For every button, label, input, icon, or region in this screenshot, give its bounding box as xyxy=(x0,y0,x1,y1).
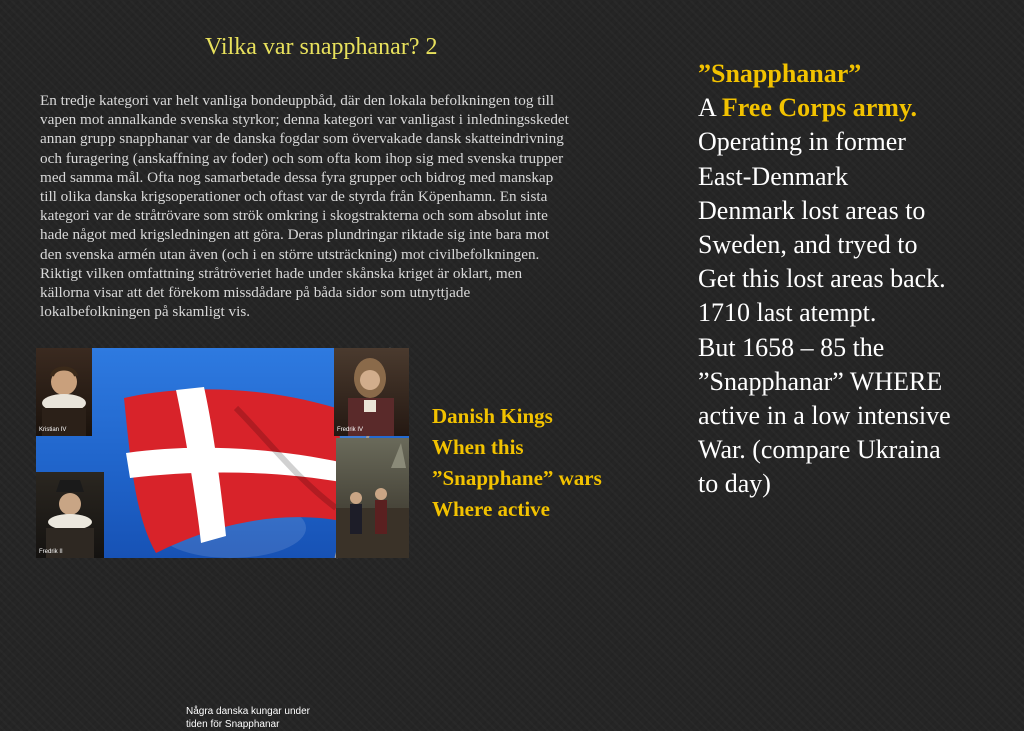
body-line: vapen mot annalkande svenska styrkor; denna kategori var vanligast i inledningsskedet xyxy=(40,111,569,129)
portrait-label: Kristian IV xyxy=(39,427,67,433)
caption-line: tiden för Snapphanar xyxy=(186,719,280,730)
body-line: den svenska armén utan även (och i en större utsträckning) mot civilbefolkningen. xyxy=(40,245,540,263)
body-line: lokalbefolkningen på skamligt vis. xyxy=(40,303,251,321)
summary-line: Get this lost areas back. xyxy=(698,264,946,294)
body-line: med samma mål. Ofta nog samarbetade dessa fyra grupper och bidrog med manskap xyxy=(40,168,554,186)
summary-line: Operating in former xyxy=(698,127,906,157)
portrait-label: Fredrik II xyxy=(39,549,63,555)
king-portrait-image xyxy=(36,348,92,436)
body-line: En tredje kategori var helt vanliga bondeuppbåd, där den lokala befolkningen tog till xyxy=(40,92,555,109)
slide-title: Vilka var snapphanar? 2 xyxy=(205,34,438,60)
english-summary xyxy=(698,57,951,502)
body-line: annan grupp snapphanar var de danska fogdar som övervakade dansk skatteindrivning xyxy=(40,130,564,148)
portrait-fredrik-iv xyxy=(334,348,409,436)
summary-line: 1710 last atempt. xyxy=(698,298,877,328)
summary-line: to day) xyxy=(698,469,771,499)
summary-line: East-Denmark xyxy=(698,161,849,191)
king-portrait-image xyxy=(36,472,104,558)
historical-painting-image xyxy=(336,438,409,558)
body-line: källorna visar att det förekom missdådare på båda sidor som utnyttjade xyxy=(40,284,471,302)
body-line: till olika danska krigsoperationer och oftast var de styrda från Köpenhamn. En sista xyxy=(40,188,548,206)
body-paragraph xyxy=(40,91,680,321)
king-portrait-image xyxy=(334,348,409,436)
portrait-label: Fredrik IV xyxy=(337,427,364,433)
summary-line: Denmark lost areas to xyxy=(698,195,926,225)
summary-line xyxy=(698,91,951,125)
image-caption xyxy=(186,705,310,731)
summary-line: ”Snapphanar” WHERE xyxy=(698,366,943,396)
kings-caption-line: When this xyxy=(432,435,524,459)
summary-line: But 1658 – 85 the xyxy=(698,332,885,362)
kings-caption-line: Danish Kings xyxy=(432,404,553,428)
body-line: Riktigt vilken omfattning stråtröveriet hade under skånska kriget är oklart, men xyxy=(40,264,523,282)
portrait-kristian-iv xyxy=(36,348,92,436)
body-line: kategori var de stråtrövare som strök omkring i skogstrakterna och som absolut inte xyxy=(40,207,548,225)
danish-kings-caption xyxy=(432,401,602,525)
kings-caption-line: ”Snapphane” wars xyxy=(432,466,602,490)
caption-line: Några danska kungar under xyxy=(186,706,310,717)
kings-caption-line: Where active xyxy=(432,497,550,521)
summary-line: active in a low intensive xyxy=(698,401,951,431)
summary-line: War. (compare Ukraina xyxy=(698,435,941,465)
body-line: hade något med krigsledningen att göra. Deras plundringar riktade sig inte bara mot xyxy=(40,226,550,244)
danish-kings-collage xyxy=(36,348,409,730)
summary-line: Sweden, and tryed to xyxy=(698,230,918,260)
summary-highlight: Free Corps army. xyxy=(721,93,918,123)
body-line: och furagering (anskaffning av foder) och som ofta kom ihop sig med svenska trupper xyxy=(40,149,564,167)
summary-heading: ”Snapphanar” xyxy=(698,59,862,88)
summary-prefix: A xyxy=(698,93,722,123)
portrait-fredrik-ii xyxy=(36,472,104,558)
painting-scene xyxy=(336,438,409,558)
